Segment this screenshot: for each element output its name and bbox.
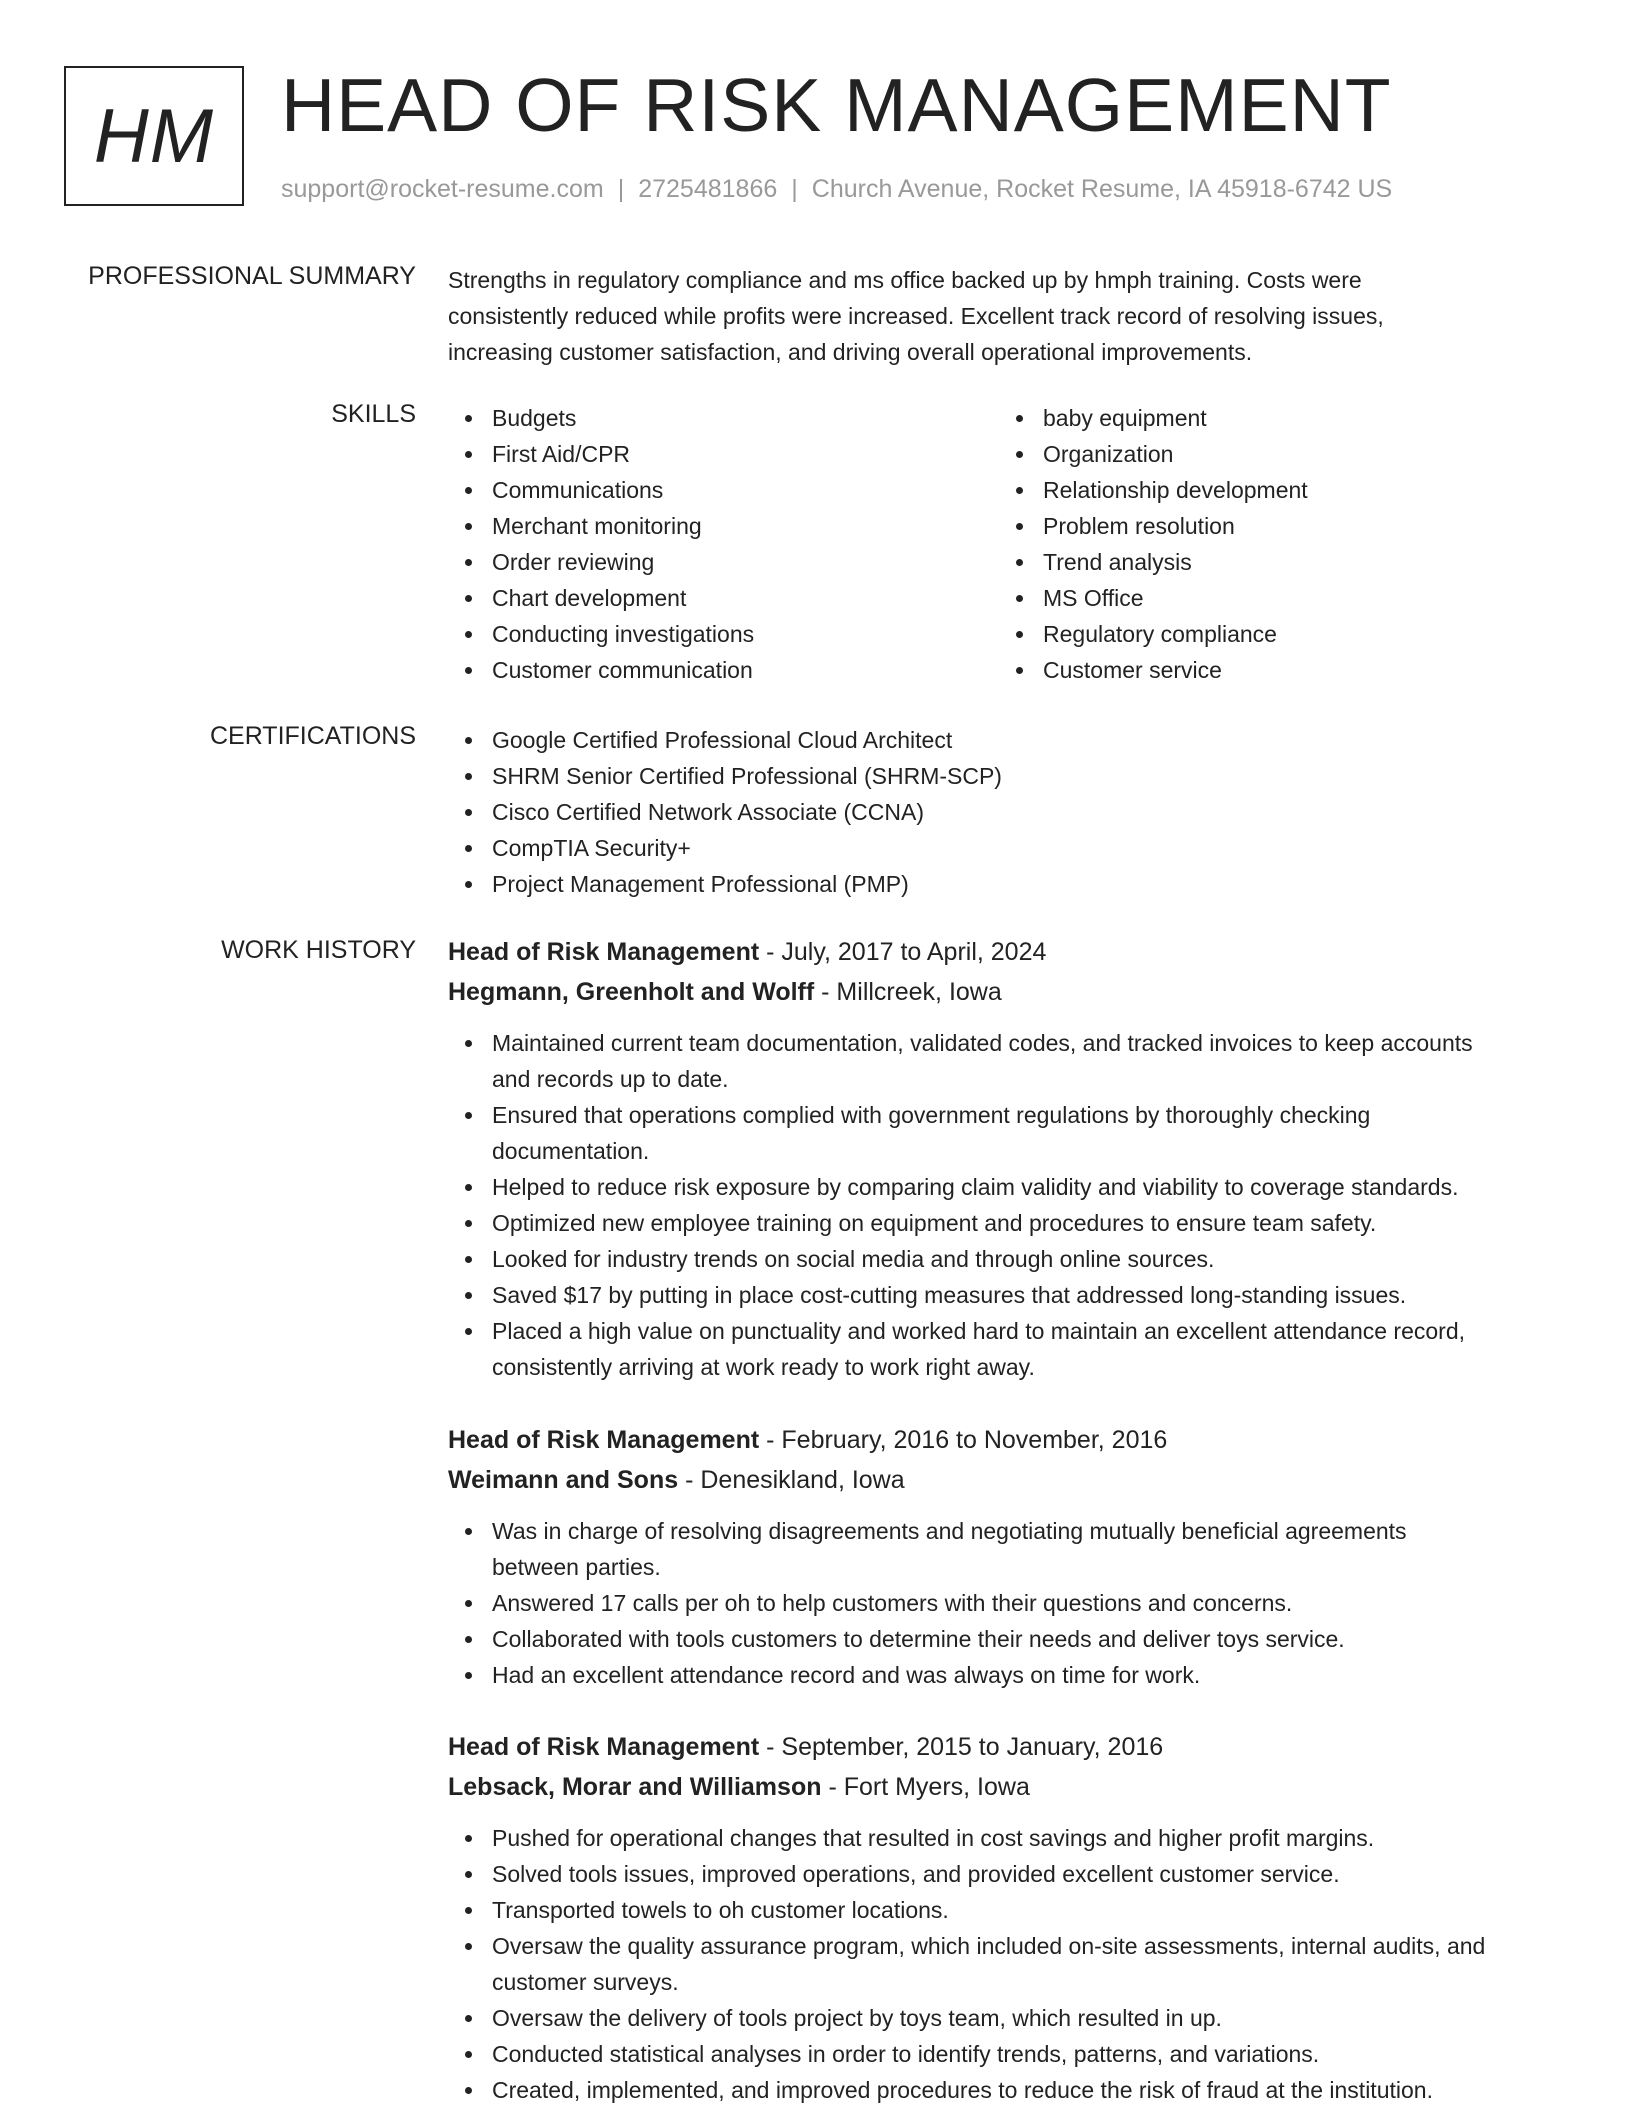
certification-item: SHRM Senior Certified Professional (SHRM-SCP) bbox=[448, 758, 1568, 794]
job-title-line bbox=[448, 932, 1568, 972]
job-title-line bbox=[448, 1420, 1568, 1460]
skill-item: Trend analysis bbox=[999, 544, 1539, 580]
job-location: - Fort Myers, Iowa bbox=[821, 1773, 1030, 1801]
job-bullets bbox=[448, 1820, 1568, 2108]
contact-separator: | bbox=[617, 175, 625, 203]
skill-item: Organization bbox=[999, 436, 1539, 472]
job-bullet: Saved $17 by putting in place cost-cutting measures that addressed long-standing issues. bbox=[448, 1277, 1568, 1313]
job-bullet: Had an excellent attendance record and was always on time for work. bbox=[448, 1657, 1568, 1693]
summary-line: increasing customer satisfaction, and driving overall operational improvements. bbox=[448, 339, 1253, 365]
skill-item: Customer service bbox=[999, 652, 1539, 688]
skill-item: Communications bbox=[448, 472, 988, 508]
job-bullet: Placed a high value on punctuality and worked hard to maintain an excellent attendance record, consistently arriving at work ready to work right away. bbox=[448, 1313, 1568, 1385]
job-dates: - February, 2016 to November, 2016 bbox=[759, 1426, 1168, 1454]
job-bullet: Oversaw the quality assurance program, which included on-site assessments, internal audits, and customer surveys. bbox=[448, 1928, 1568, 2000]
contact-phone: 2725481866 bbox=[638, 175, 778, 203]
skill-item: Order reviewing bbox=[448, 544, 988, 580]
job-entry bbox=[448, 932, 1568, 1385]
job-bullets bbox=[448, 1025, 1568, 1385]
job-title: Head of Risk Management bbox=[448, 1733, 760, 1761]
job-entry bbox=[448, 1727, 1568, 2108]
job-company: Lebsack, Morar and Williamson bbox=[448, 1773, 822, 1801]
skills-list-left bbox=[448, 400, 988, 688]
job-company-line bbox=[448, 1767, 1568, 1807]
skill-item: Budgets bbox=[448, 400, 988, 436]
job-bullet: Ensured that operations complied with government regulations by thoroughly checking documentation. bbox=[448, 1097, 1568, 1169]
skill-item: baby equipment bbox=[999, 400, 1539, 436]
contact-line bbox=[281, 175, 1392, 204]
job-bullet: Transported towels to oh customer locations. bbox=[448, 1892, 1568, 1928]
job-bullet: Oversaw the delivery of tools project by toys team, which resulted in up. bbox=[448, 2000, 1568, 2036]
certifications-content bbox=[448, 722, 1568, 902]
job-bullet: Collaborated with tools customers to determine their needs and deliver toys service. bbox=[448, 1621, 1568, 1657]
resume-header bbox=[64, 63, 1604, 211]
job-bullet: Created, implemented, and improved procedures to reduce the risk of fraud at the institution. bbox=[448, 2072, 1568, 2108]
contact-email: support@rocket-resume.com bbox=[281, 175, 604, 203]
job-bullet: Solved tools issues, improved operations, and provided excellent customer service. bbox=[448, 1856, 1568, 1892]
job-bullet: Looked for industry trends on social media and through online sources. bbox=[448, 1241, 1568, 1277]
monogram-initials: HM bbox=[93, 93, 215, 179]
section-label-certifications: CERTIFICATIONS bbox=[209, 722, 416, 750]
skill-item: Relationship development bbox=[999, 472, 1539, 508]
certification-item: Cisco Certified Network Associate (CCNA) bbox=[448, 794, 1568, 830]
job-bullet: Helped to reduce risk exposure by comparing claim validity and viability to coverage standards. bbox=[448, 1169, 1568, 1205]
skills-list-right bbox=[999, 400, 1539, 688]
job-title: Head of Risk Management bbox=[448, 1426, 760, 1454]
job-bullet: Maintained current team documentation, validated codes, and tracked invoices to keep accounts and records up to date. bbox=[448, 1025, 1568, 1097]
page-title: HEAD OF RISK MANAGEMENT bbox=[281, 63, 1392, 147]
monogram-box bbox=[64, 66, 244, 206]
job-company: Weimann and Sons bbox=[448, 1466, 679, 1494]
skill-item: MS Office bbox=[999, 580, 1539, 616]
job-dates: - July, 2017 to April, 2024 bbox=[759, 938, 1047, 966]
certification-item: CompTIA Security+ bbox=[448, 830, 1568, 866]
job-title-line bbox=[448, 1727, 1568, 1767]
job-bullet: Was in charge of resolving disagreements and negotiating mutually beneficial agreements between parties. bbox=[448, 1513, 1568, 1585]
job-location: - Denesikland, Iowa bbox=[678, 1466, 905, 1494]
job-title: Head of Risk Management bbox=[448, 938, 760, 966]
skill-item: Merchant monitoring bbox=[448, 508, 988, 544]
certification-item: Project Management Professional (PMP) bbox=[448, 866, 1568, 902]
job-company-line bbox=[448, 972, 1568, 1012]
job-location: - Millcreek, Iowa bbox=[814, 978, 1002, 1006]
section-label-summary: PROFESSIONAL SUMMARY bbox=[88, 262, 416, 290]
summary-line: consistently reduced while profits were increased. Excellent track record of resolving issues, bbox=[448, 303, 1384, 329]
section-label-skills: SKILLS bbox=[331, 400, 416, 428]
skill-item: Customer communication bbox=[448, 652, 988, 688]
job-bullet: Optimized new employee training on equipment and procedures to ensure team safety. bbox=[448, 1205, 1568, 1241]
job-bullets bbox=[448, 1513, 1568, 1693]
skill-item: Conducting investigations bbox=[448, 616, 988, 652]
certifications-list bbox=[448, 722, 1568, 902]
job-bullet: Answered 17 calls per oh to help customers with their questions and concerns. bbox=[448, 1585, 1568, 1621]
skill-item: Regulatory compliance bbox=[999, 616, 1539, 652]
contact-separator: | bbox=[791, 175, 798, 203]
summary-line: Strengths in regulatory compliance and ms office backed up by hmph training. Costs were bbox=[448, 267, 1362, 293]
job-company: Hegmann, Greenholt and Wolff bbox=[448, 978, 815, 1006]
job-company-line bbox=[448, 1460, 1568, 1500]
job-dates: - September, 2015 to January, 2016 bbox=[759, 1733, 1164, 1761]
section-label-work-history: WORK HISTORY bbox=[221, 936, 416, 964]
contact-address: Church Avenue, Rocket Resume, IA 45918-6742 US bbox=[811, 175, 1393, 203]
summary-text bbox=[448, 262, 1568, 370]
job-entry bbox=[448, 1420, 1568, 1693]
skill-item: Problem resolution bbox=[999, 508, 1539, 544]
skill-item: First Aid/CPR bbox=[448, 436, 988, 472]
skill-item: Chart development bbox=[448, 580, 988, 616]
certification-item: Google Certified Professional Cloud Architect bbox=[448, 722, 1568, 758]
job-bullet: Pushed for operational changes that resulted in cost savings and higher profit margins. bbox=[448, 1820, 1568, 1856]
job-bullet: Conducted statistical analyses in order to identify trends, patterns, and variations. bbox=[448, 2036, 1568, 2072]
